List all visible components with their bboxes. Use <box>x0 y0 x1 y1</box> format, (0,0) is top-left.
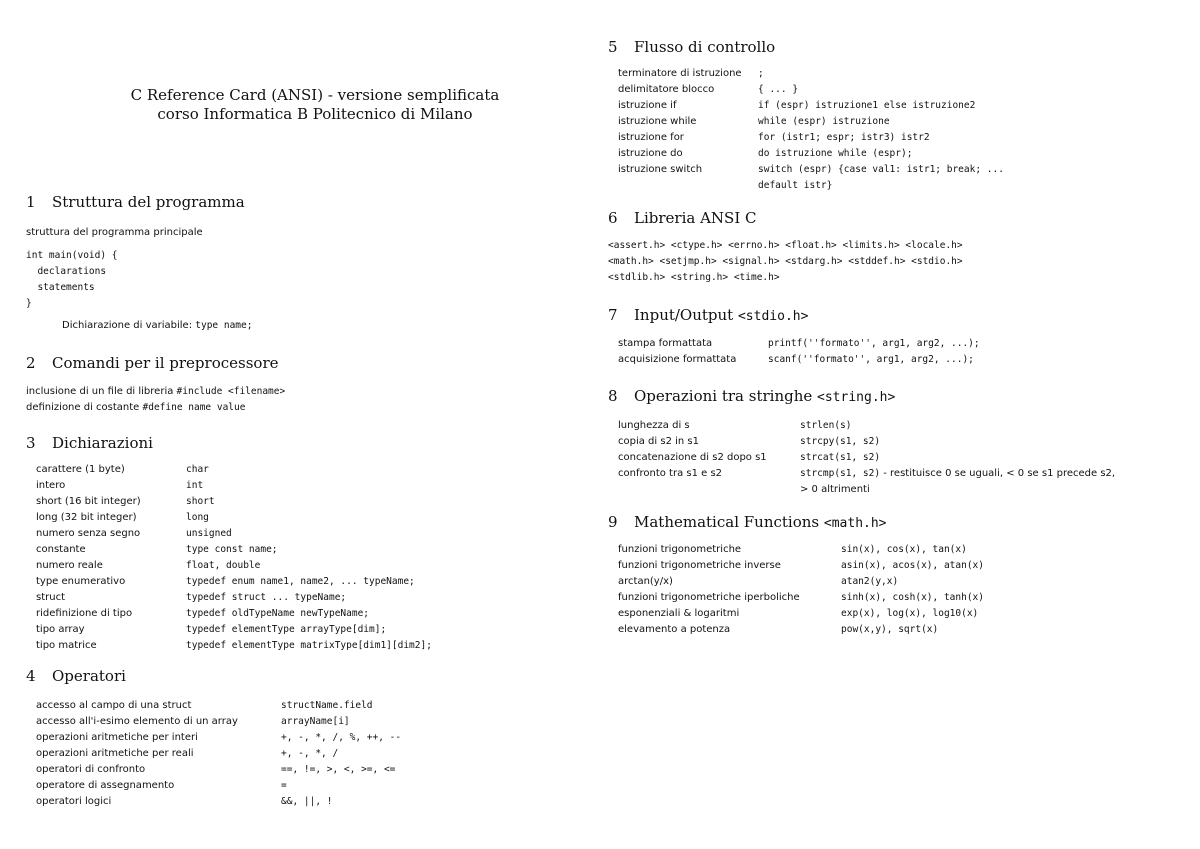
row-code: { ... } <box>758 84 799 95</box>
row-label: operatori di confronto <box>36 764 146 775</box>
row-code: typedef struct ... typeName; <box>186 592 347 603</box>
section-number: 6 <box>608 209 618 227</box>
row-code <box>800 466 1115 482</box>
section-number: 2 <box>26 354 36 372</box>
table-row <box>36 574 586 590</box>
main-code-block <box>26 248 118 312</box>
row-label: numero reale <box>36 560 103 571</box>
row-label: confronto tra s1 e s2 <box>618 468 723 479</box>
row-label: ridefinizione di tipo <box>36 608 133 619</box>
decl-code: type name; <box>195 320 253 331</box>
row-label: acquisizione formattata <box>618 354 737 365</box>
row-label: istruzione for <box>618 132 684 143</box>
header-list-line: <stdlib.h> <string.h> <time.h> <box>608 272 780 283</box>
section-number: 8 <box>608 387 618 405</box>
table-row <box>36 510 586 526</box>
row-code: +, -, *, / <box>281 748 339 759</box>
header-list-line: <assert.h> <ctype.h> <errno.h> <float.h> <limits.h> <locale.h> <box>608 240 963 251</box>
table-row <box>618 622 1188 638</box>
table-row <box>618 542 1188 558</box>
section-title: Mathematical Functions <box>634 513 824 531</box>
table-row <box>36 542 586 558</box>
table-row <box>36 526 586 542</box>
row-code: sinh(x), cosh(x), tanh(x) <box>841 592 984 603</box>
table-row <box>36 494 586 510</box>
row-label: constante <box>36 544 86 555</box>
section-4-heading <box>26 667 126 685</box>
row-code: strcat(s1, s2) <box>800 452 881 463</box>
strcmp-description: - restituisce 0 se uguali, < 0 se s1 precede s2, <box>880 468 1116 479</box>
row-label: stampa formattata <box>618 338 713 349</box>
row-code: ; <box>758 68 764 79</box>
row-label: accesso all'i-esimo elemento di un array <box>36 716 238 727</box>
row-code: for (istr1; espr; istr3) istr2 <box>758 132 930 143</box>
row-code: typedef oldTypeName newTypeName; <box>186 608 370 619</box>
row-code: atan2(y,x) <box>841 576 899 587</box>
row-code: pow(x,y), sqrt(x) <box>841 624 939 635</box>
row-label: istruzione while <box>618 116 697 127</box>
row-code: float, double <box>186 560 261 571</box>
section-7-heading <box>608 306 808 324</box>
code-line: } <box>26 298 32 309</box>
table-row <box>618 98 1188 114</box>
row-code: sin(x), cos(x), tan(x) <box>841 544 967 555</box>
table-row <box>36 606 586 622</box>
row-label: struct <box>36 592 65 603</box>
code-line: int main(void) { <box>26 250 118 261</box>
row-code: exp(x), log(x), log10(x) <box>841 608 979 619</box>
table-row <box>36 622 586 638</box>
row-label: accesso al campo di una struct <box>36 700 192 711</box>
row-label: tipo matrice <box>36 640 97 651</box>
row-label: arctan(y/x) <box>618 576 673 587</box>
row-code <box>800 482 870 498</box>
row-code: +, -, *, /, %, ++, -- <box>281 732 402 743</box>
section-9-heading <box>608 513 887 531</box>
section-2-body <box>26 384 285 416</box>
row-code: printf(''formato'', arg1, arg2, ...); <box>768 338 980 349</box>
table-row <box>36 478 586 494</box>
row-label: inclusione di un file di libreria <box>26 386 177 397</box>
row-code: structName.field <box>281 700 373 711</box>
row-code: #define name value <box>142 402 246 413</box>
row-label: elevamento a potenza <box>618 624 731 635</box>
row-label: operatore di assegnamento <box>36 780 175 791</box>
row-label: funzioni trigonometriche inverse <box>618 560 781 571</box>
strcmp-description-cont: > 0 altrimenti <box>800 484 870 495</box>
row-label: terminatore di istruzione <box>618 68 742 79</box>
section-title-code: <math.h> <box>823 516 887 531</box>
row-label: definizione di costante <box>26 402 143 413</box>
section-6-heading <box>608 209 757 227</box>
row-code: arrayName[i] <box>281 716 350 727</box>
table-row <box>618 352 1188 368</box>
strcmp-code: strcmp(s1, s2) <box>800 468 881 479</box>
row-code: typedef enum name1, name2, ... typeName; <box>186 576 415 587</box>
section-number: 3 <box>26 434 36 452</box>
section-title: Input/Output <box>634 306 738 324</box>
row-label: operazioni aritmetiche per reali <box>36 748 194 759</box>
table-row <box>36 794 586 810</box>
row-code: typedef elementType matrixType[dim1][dim2]; <box>186 640 432 651</box>
table-row <box>36 762 586 778</box>
table-row <box>618 418 1188 434</box>
table-row <box>618 606 1188 622</box>
io-table <box>618 336 1188 368</box>
table-row <box>618 178 1188 194</box>
table-row <box>36 590 586 606</box>
row-code: asin(x), acos(x), atan(x) <box>841 560 984 571</box>
row-label: intero <box>36 480 66 491</box>
table-row <box>618 114 1188 130</box>
section-1-heading <box>26 193 245 211</box>
row-code: while (espr) istruzione <box>758 116 890 127</box>
row-code: short <box>186 496 215 507</box>
row-code: long <box>186 512 209 523</box>
row-code: strlen(s) <box>800 420 852 431</box>
section-title-code: <string.h> <box>817 390 896 405</box>
program-structure-label: struttura del programma principale <box>26 227 203 238</box>
row-code: #include <filename> <box>176 386 286 397</box>
row-label: operatori logici <box>36 796 112 807</box>
section-title: Dichiarazioni <box>52 434 153 452</box>
row-label: lunghezza di s <box>618 420 690 431</box>
row-label: type enumerativo <box>36 576 126 587</box>
code-line: statements <box>26 282 95 293</box>
table-row <box>618 482 1188 498</box>
table-row <box>618 590 1188 606</box>
section-number: 9 <box>608 513 618 531</box>
row-label: istruzione do <box>618 148 683 159</box>
section-title: Operazioni tra stringhe <box>634 387 818 405</box>
section-5-heading <box>608 38 775 56</box>
table-row <box>618 130 1188 146</box>
section-8-heading <box>608 387 895 405</box>
table-row <box>618 450 1188 466</box>
section-2-heading <box>26 354 279 372</box>
row-code: char <box>186 464 209 475</box>
row-code: switch (espr) {case val1: istr1; break; ... <box>758 164 1004 175</box>
table-row <box>36 746 586 762</box>
row-label: numero senza segno <box>36 528 141 539</box>
row-label: funzioni trigonometriche iperboliche <box>618 592 800 603</box>
row-label: carattere (1 byte) <box>36 464 125 475</box>
table-row <box>618 466 1188 482</box>
row-label: funzioni trigonometriche <box>618 544 742 555</box>
operators-table <box>36 698 586 810</box>
variable-declaration-note <box>62 318 252 334</box>
table-row <box>618 336 1188 352</box>
row-label: concatenazione di s2 dopo s1 <box>618 452 767 463</box>
table-row <box>36 462 586 478</box>
section-title-code: <stdio.h> <box>737 309 809 324</box>
table-row <box>618 146 1188 162</box>
row-code: typedef elementType arrayType[dim]; <box>186 624 387 635</box>
ansi-library-list <box>608 238 963 286</box>
table-row <box>36 714 586 730</box>
row-code: scanf(''formato'', arg1, arg2, ...); <box>768 354 974 365</box>
row-label: esponenziali & logaritmi <box>618 608 740 619</box>
row-label: copia di s2 in s1 <box>618 436 699 447</box>
section-number: 1 <box>26 193 36 211</box>
row-label: long (32 bit integer) <box>36 512 137 523</box>
row-code: &&, ||, ! <box>281 796 333 807</box>
decl-text: Dichiarazione di variabile: <box>62 320 196 331</box>
title-line-1: C Reference Card (ANSI) - versione semplificata <box>130 86 500 104</box>
row-label: delimitatore blocco <box>618 84 715 95</box>
table-row <box>36 698 586 714</box>
table-row <box>618 66 1188 82</box>
row-label: istruzione switch <box>618 164 703 175</box>
row-code: = <box>281 780 287 791</box>
row-code: ==, !=, >, <, >=, <= <box>281 764 396 775</box>
section-title: Operatori <box>52 667 126 685</box>
header-list-line: <math.h> <setjmp.h> <signal.h> <stdarg.h> <stddef.h> <stdio.h> <box>608 256 963 267</box>
section-number: 7 <box>608 306 618 324</box>
table-row <box>618 162 1188 178</box>
table-row <box>618 82 1188 98</box>
section-number: 4 <box>26 667 36 685</box>
section-3-heading <box>26 434 153 452</box>
section-title: Comandi per il preprocessore <box>52 354 279 372</box>
title-line-2: corso Informatica B Politecnico di Milano <box>157 105 473 123</box>
row-code: default istr} <box>758 180 833 191</box>
math-table <box>618 542 1188 638</box>
row-code: type const name; <box>186 544 278 555</box>
declarations-table <box>36 462 586 654</box>
row-code: strcpy(s1, s2) <box>800 436 881 447</box>
table-row <box>36 778 586 794</box>
row-code: if (espr) istruzione1 else istruzione2 <box>758 100 976 111</box>
row-code: do istruzione while (espr); <box>758 148 913 159</box>
row-label: short (16 bit integer) <box>36 496 141 507</box>
row-label: istruzione if <box>618 100 677 111</box>
table-row <box>618 574 1188 590</box>
string-table <box>618 418 1188 498</box>
table-row <box>618 434 1188 450</box>
table-row <box>36 558 586 574</box>
table-row <box>36 730 586 746</box>
document-title <box>0 86 630 124</box>
row-code: unsigned <box>186 528 232 539</box>
control-flow-table <box>618 66 1188 194</box>
section-number: 5 <box>608 38 618 56</box>
code-line: declarations <box>26 266 107 277</box>
table-row <box>618 558 1188 574</box>
row-label: operazioni aritmetiche per interi <box>36 732 198 743</box>
table-row <box>36 638 586 654</box>
section-title: Libreria ANSI C <box>634 209 757 227</box>
section-1-body <box>26 225 203 241</box>
section-title: Flusso di controllo <box>634 38 776 56</box>
row-code: int <box>186 480 204 491</box>
section-title: Struttura del programma <box>52 193 245 211</box>
row-label: tipo array <box>36 624 85 635</box>
